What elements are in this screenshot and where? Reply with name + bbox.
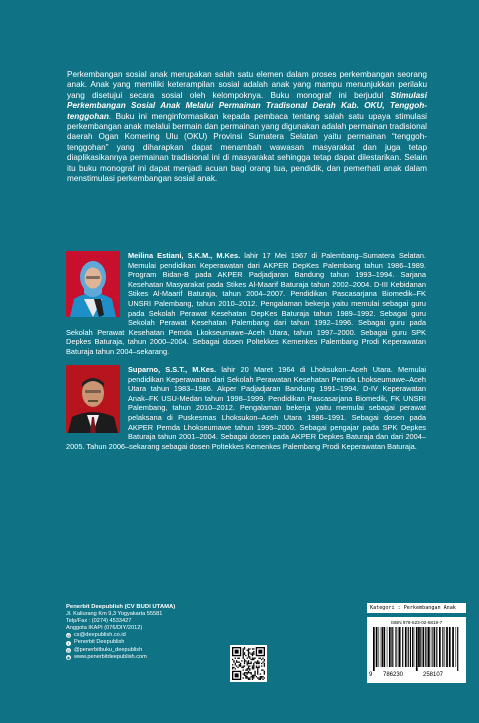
barcode-icon (373, 627, 460, 671)
web-icon: ◉ (66, 654, 71, 660)
author-photo-1 (66, 251, 120, 317)
contact-instagram: ◎ @penerbitbuku_deepublish (66, 646, 143, 653)
isbn-number: ISBN 978-623-02-5819-7 (390, 620, 443, 625)
author-photo-2 (66, 365, 120, 433)
author-bio-2 (66, 365, 426, 451)
author-bio-text-2: lahir 20 Maret 1964 di Lhoksukon–Aceh Utara. Memulai pendidikan Keperawatan dari Sekolah Perawatan Kesehatan Pemda Lhokseumawe–Aceh Utara tahun 1983–1986. Akper Padjadjaran Bandung 1991–1994. D-IV Keperawatan Anak–FK USU-Medan tahun 1998–1999. Pendidikan Pascasarjana Biomedik, FK UNSRI Palembang, tahun 2010–2012. Pengalaman bekerja yaitu memulai sebagai perawat pelaksana di Puskesmas Lhoksukon–Aceh Utara 1986–1991. Sebagai dosen pada AKPER Pemda Lhokseumawe tahun 1995–2000. Sebagai pengajar pada SPK Depkes Baturaja tahun 2001–2004. Sebagai dosen pada AKPER Depkes Baturaja dan dari 2004–2005. Tahun 2006–sekarang sebagai dosen Poltekkes Kemenkes Palembang Prodi Keperawatan Baturaja. (66, 365, 426, 451)
synopsis (67, 70, 427, 184)
author-bio-text-1: lahir 17 Mei 1967 di Palembang–Sumatera Selatan. Memulai pendidikan Keperawatan dari AKPER DepKes Palembang tahun 1986–1989. Program Bidan-B pada AKPER Padjadjaran Bandung tahun 1993–1994. Sarjana Kesehatan Masyarakat pada Stikes Al-Maarif Baturaja tahun 2002–2004. D-III Kebidanan Stikes Al-Maarif Baturaja, tahun 2004–2007. Pendidikan Pascasarjana Biomedik–FK UNSRI Palembang, tahun 2010–2012. Pengalaman bekerja yaitu memulai sebagai guru pada Sekolah Perawat Kesehatan DepKes Baturaja tahun 1989–1992. Sebagai guru Sekolah Perawat Kesehatan Palembang dari tahun 1992–1996. Sebagai guru pada Sekolah Perawat Kesehatan Pemda Lkokseumawe–Aceh Utara, tahun 1997–2000. Sebagai guru SPK Depkes Baturaja, tahun 2000–2004. Sebagai dosen Poltekkes Kemenkes Palembang Prodi Keperawatan Baturaja tahun 2004–sekarang. (66, 251, 426, 356)
publisher-telp: Telp/Fax : (0274) 4533427 (66, 618, 132, 625)
instagram-icon: ◎ (66, 647, 71, 653)
contact-website: ◉ www.penerbitdeepublish.com (66, 653, 147, 660)
barcode-digits-left: 786230 (383, 672, 404, 678)
qr-code-icon (232, 647, 265, 680)
isbn-block (367, 603, 466, 683)
portrait-image (66, 365, 120, 433)
category-label: Kategori : Perkembangan Anak (367, 603, 466, 613)
portrait-image (66, 251, 120, 317)
barcode-digits-right: 258107 (423, 672, 444, 678)
publisher-ikapi: Anggota IKAPI (076/DIY/2012) (66, 625, 143, 632)
author-name-2: Suparno, S.S.T., M.Kes. (128, 365, 217, 374)
barcode-digit-lead: 9 (369, 672, 373, 678)
contact-email: @ cs@deepublish.co.id (66, 632, 126, 639)
book-title: Stimulasi Perkembangan Sosial Anak Melalui Permainan Tradisonal Derah Kab. OKU, Tenggoh-tenggohan (67, 90, 427, 121)
barcode (367, 617, 466, 683)
author-bio-1 (66, 251, 426, 357)
contact-facebook: f Penerbit Deepublish (67, 639, 125, 646)
synopsis-text: Perkembangan sosial anak merupakan salah satu elemen dalam proses perkembangan seorang anak. Anak yang memiliki keterampilan sosial adalah anak yang mampu menunjukkan perilaku yang disetujui secara sosial oleh kelompoknya. Buku monograf ini berjudul Stimulasi Perkembangan Sosial Anak Melalui Permainan Tradisonal Derah Kab. OKU, Tenggoh-tenggohan. Buku ini menginformasikan kepada pembaca tentang salah satu upaya stimulasi perkembangan anak melalui bermain dan permainan yang digunakan adalah permainan tradisional daerah Ogan Komering Ulu (OKU) Provinsi Sumatera Selatan yaitu permainan “tenggoh-tenggohan” yang diharapkan dapat menambah wawasan masyarakat dan juga tetap diaplikasikannya permainan tradisional ini di masyarakat sehingga tetap dapat dilestarikan. Selain itu buku monograf ini dapat menjadi acuan bagi orang tua, pendidik, dan pemerhati anak dalam menstimulasi perkembangan sosial anak. (67, 70, 427, 184)
author-name-1: Meilina Estiani, S.K.M., M.Kes. (128, 251, 241, 260)
publisher-info (66, 604, 175, 661)
publisher-name: Penerbit Deepublish (CV BUDI UTAMA) (66, 604, 176, 610)
mail-icon: @ (66, 633, 71, 639)
facebook-icon: f (67, 640, 70, 646)
publisher-address: Jl. Kaliurang Km 9,3 Yogyakarta 55581 (66, 611, 163, 618)
qr-code (230, 645, 267, 682)
